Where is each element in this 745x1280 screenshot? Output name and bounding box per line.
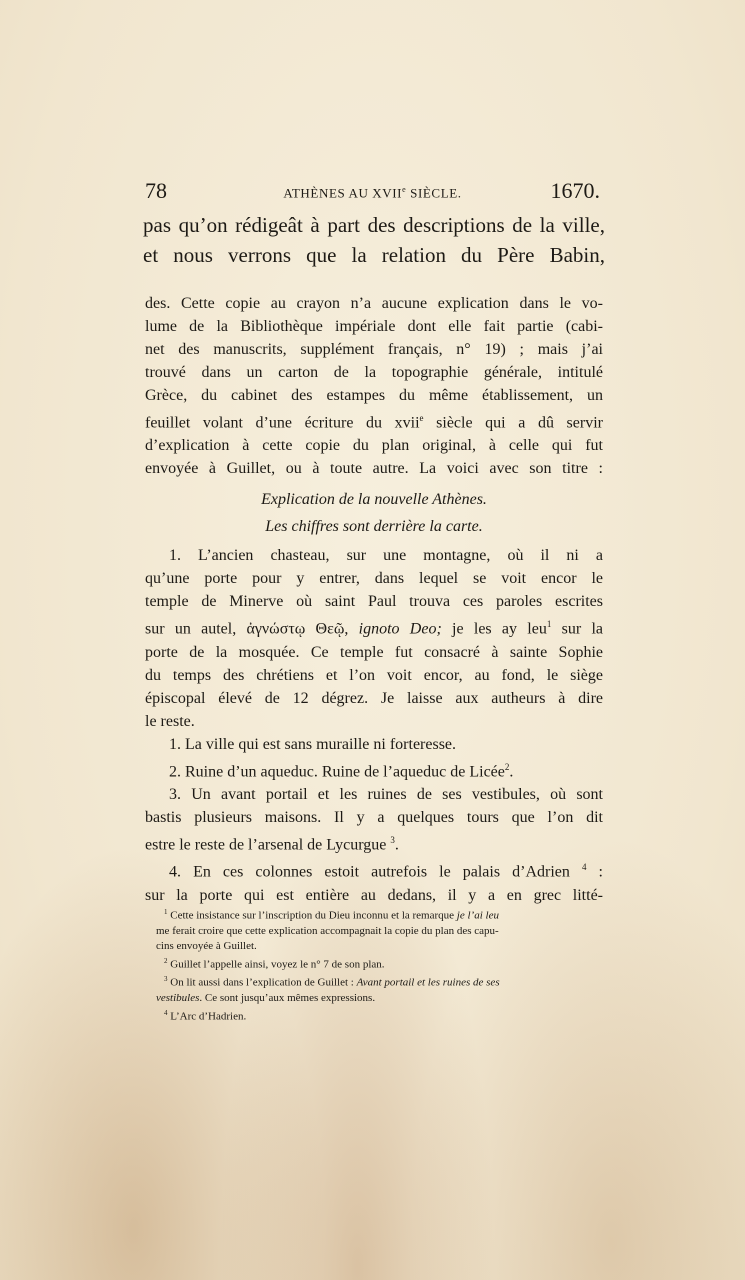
text-line: bastis plusieurs maisons. Il y a quelques tours que l’on dit bbox=[145, 808, 603, 826]
text-line: sur un autel, ἀγνώστῳ Θεῷ, ignoto Deo; je les ay leu$^1$ sur la bbox=[145, 619, 603, 638]
text-line: le reste. bbox=[145, 712, 195, 730]
footnote-2: $^2$ Guillet l’appelle ainsi, voyez le n° 7 de son plan. bbox=[164, 956, 385, 971]
year-heading: 1670. bbox=[550, 178, 600, 203]
text-line: feuillet volant d’une écriture du xvii$^e$ siècle qui a dû servir bbox=[145, 413, 603, 432]
text-line: 1. L’ancien chasteau, sur une montagne, où il ni a bbox=[169, 547, 603, 565]
text-line: et nous verrons que la relation du Père Babin, bbox=[143, 243, 605, 267]
footnote-1-cont: me ferait croire que cette explication accompagnait la copie du plan des capu- bbox=[156, 924, 499, 937]
text-line: des. Cette copie au crayon n’a aucune explication dans le vo- bbox=[145, 295, 603, 312]
text-line: du temps des chrétiens et l’on voit encor, au fond, le siège bbox=[145, 666, 603, 684]
running-title: ATHÈNES AU XVIIe SIÈCLE. bbox=[283, 185, 462, 201]
explication-subtitle: Les chiffres sont derrière la carte. bbox=[265, 518, 483, 536]
footnote-3-cont: vestibules. Ce sont jusqu’aux mêmes expressions. bbox=[156, 991, 376, 1004]
text-line: pas qu’on rédigeât à part des descriptions de la ville, bbox=[143, 213, 605, 237]
text-line: net des manuscrits, supplément français, n° 19) ; mais j’ai bbox=[145, 341, 603, 358]
text-line: qu’une porte pour y entrer, dans lequel se voit encor le bbox=[145, 570, 603, 588]
footnotes bbox=[156, 905, 614, 1025]
text-line: Grèce, du cabinet des estampes du même établissement, un bbox=[145, 387, 603, 404]
list-item: 1. La ville qui est sans muraille ni forteresse. bbox=[169, 735, 457, 753]
text-line: sur la porte qui est entière au dedans, il y a en grec litté- bbox=[145, 886, 603, 904]
text-line: temple de Minerve où saint Paul trouva ces paroles escrites bbox=[145, 593, 603, 611]
list-item: 4. En ces colonnes estoit autrefois le palais d’Adrien $^4$ : bbox=[169, 862, 603, 881]
text-line: épiscopal élevé de 12 dégrez. Je laisse aux autheurs à dire bbox=[145, 689, 603, 707]
footnote-1-cont: cins envoyée à Guillet. bbox=[156, 939, 257, 952]
footnote-4: $^4$ L’Arc d’Hadrien. bbox=[164, 1008, 247, 1023]
explication-title: Explication de la nouvelle Athènes. bbox=[261, 491, 487, 509]
footnote-1: $^1$ Cette insistance sur l’inscription du Dieu inconnu et la remarque je l’ai leu bbox=[164, 908, 499, 922]
body-text bbox=[145, 292, 603, 907]
large-text-block bbox=[143, 210, 605, 270]
text-line: porte de la mosquée. Ce temple fut consacré à sainte Sophie bbox=[145, 643, 603, 661]
text-line: trouvé dans un carton de la topographie générale, intitulé bbox=[145, 364, 603, 381]
page-number: 78 bbox=[145, 178, 167, 203]
text-line: d’explication à cette copie du plan original, à celle qui fut bbox=[145, 437, 603, 455]
text-line: estre le reste de l’arsenal de Lycurgue $^3$. bbox=[145, 834, 399, 854]
footnote-3: $^3$ On lit aussi dans l’explication de Guillet : Avant portail et les ruines de ses bbox=[164, 975, 500, 989]
text-line: lume de la Bibliothèque impériale dont elle fait partie (cabi- bbox=[145, 318, 603, 335]
text-line: envoyée à Guillet, ou à toute autre. La voici avec son titre : bbox=[145, 460, 603, 478]
list-item: 2. Ruine d’un aqueduc. Ruine de l’aqueduc de Licée$^2$. bbox=[169, 761, 514, 780]
list-item: 3. Un avant portail et les ruines de ses vestibules, où sont bbox=[169, 785, 603, 803]
running-head bbox=[145, 178, 600, 208]
